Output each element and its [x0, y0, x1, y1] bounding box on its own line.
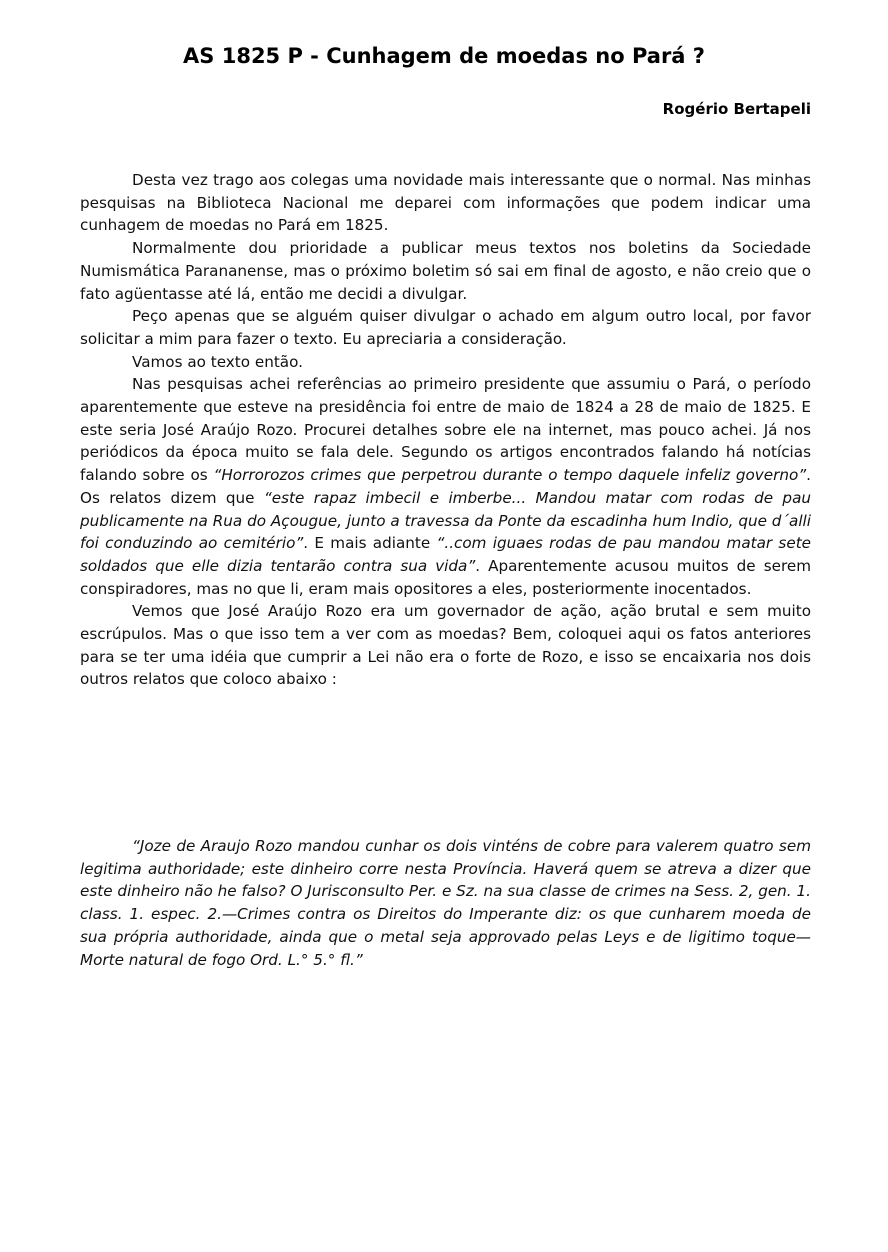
research-quote-crimes: “Horrorozos crimes que perpetrou durante o tempo daquele infeliz governo” [213, 466, 807, 485]
research-text-c: . E mais adiante [303, 534, 437, 553]
paragraph-intro: Desta vez trago aos colegas uma novidade mais interessante que o normal. Nas minhas pesquisas na Biblioteca Nacional me deparei com informações que podem indicar uma cunhagem de moedas no Pará em 1825. [80, 171, 811, 235]
article-body [80, 169, 811, 691]
paragraph-transition: Vamos ao texto então. [132, 352, 303, 371]
historical-quote: “Joze de Araujo Rozo mandou cunhar os dois vinténs de cobre para valerem quatro sem legitima authoridade; este dinheiro corre nesta Província. Haverá quem se atreva a dizer que este dinheiro não he falso? O Jurisconsulto Per. e Sz. na sua classe de crimes na Sess. 2, gen. 1. class. 1. espec. 2.—Crimes contra os Direitos do Imperante diz: os que cunharem moeda de sua própria authoridade, ainda que o metal seja approvado pelas Leys e de ligitimo toque—Morte natural de fogo Ord. L.° 5.° fl.” [80, 837, 811, 969]
page-title: AS 1825 P - Cunhagem de moedas no Pará ? [183, 44, 705, 68]
research-quote-soldados: “..com iguaes rodas de pau mandou matar sete soldados que elle dizia tentarão contra sua vida” [80, 534, 811, 575]
author-name: Rogério Bertapeli [662, 100, 811, 118]
research-quote-indio: “este rapaz imbecil e imberbe... Mandou matar com rodas de pau publicamente na Rua do Açougue, junto a travessa da Ponte da escadinha hum Indio, que d´alli foi conduzindo ao cemitério” [80, 488, 812, 553]
paragraph-research [80, 373, 811, 600]
paragraph-priority: Normalmente dou prioridade a publicar meus textos nos boletins da Sociedade Numismática Parananense, mas o próximo boletim só sai em final de agosto, e não creio que o fato agüentasse até lá, então me decidi a divulgar. [80, 239, 811, 303]
paragraph-request: Peço apenas que se alguém quiser divulgar o achado em algum outro local, por favor solicitar a mim para fazer o texto. Eu apreciaria a consideração. [80, 307, 811, 348]
research-text-d: . Aparentemente acusou muitos de serem conspiradores, mas no que li, eram mais opositores a eles, posteriormente inocentados. [80, 556, 811, 598]
research-text-a: Nas pesquisas achei referências ao primeiro presidente que assumiu o Pará, o período aparentemente que esteve na presidência foi entre de maio de 1824 a 28 de maio de 1825. E este seria José Araújo Rozo. Procurei detalhes sobre ele na internet, mas pouco achei. Já nos periódicos da época muito se fala dele. Segundo os artigos encontrados falando há notícias falando sobre os [80, 375, 811, 485]
research-text-b: . Os relatos dizem que [80, 466, 811, 507]
paragraph-conclusion: Vemos que José Araújo Rozo era um governador de ação, ação brutal e sem muito escrúpulos. Mas o que isso tem a ver com as moedas? Bem, coloquei aqui os fatos anteriores para se ter uma idéia que cumprir a Lei não era o forte de Rozo, e isso se encaixaria nos dois outros relatos que coloco abaixo : [80, 602, 811, 689]
